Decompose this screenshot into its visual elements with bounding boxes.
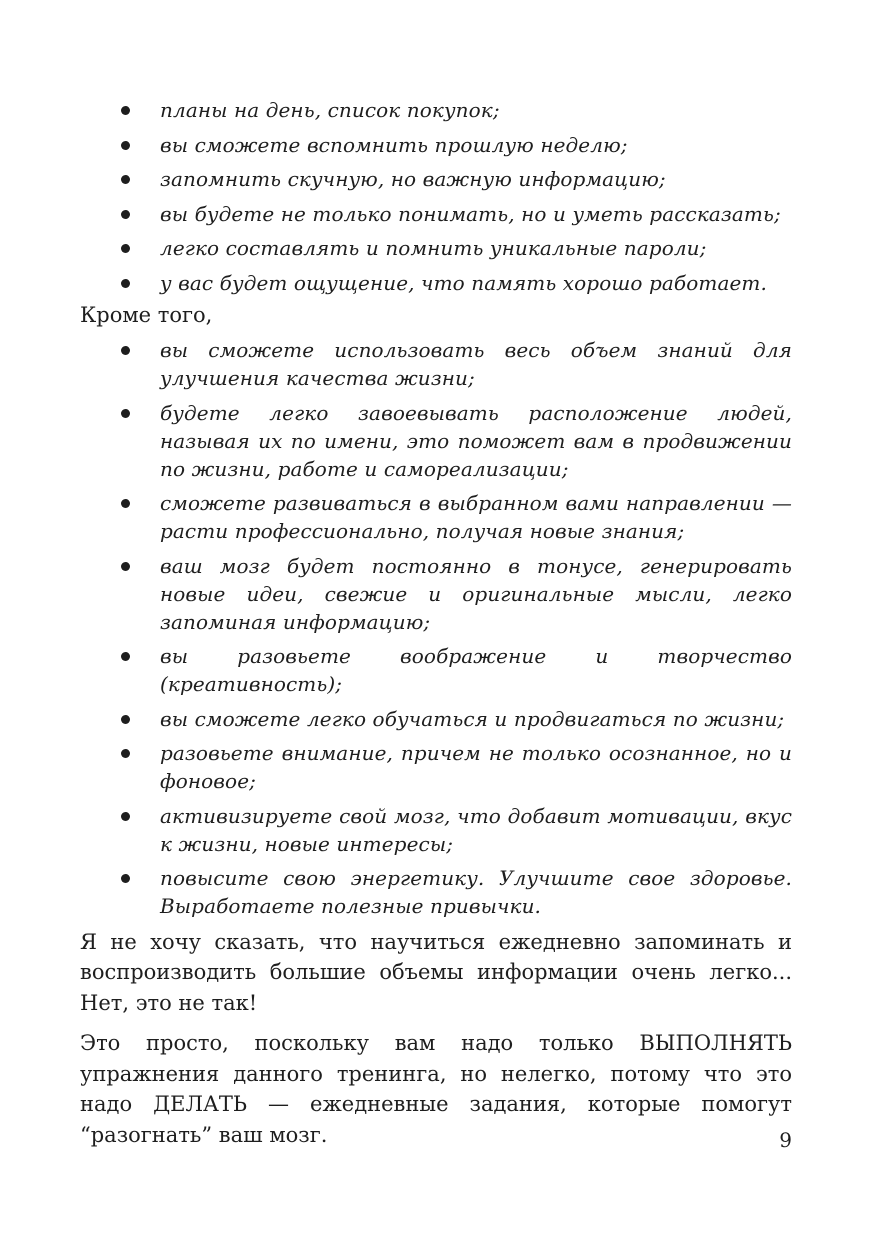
list-item bbox=[80, 399, 792, 483]
bullet-icon bbox=[121, 279, 130, 288]
list-item-text: вы будете не только понимать, но и уметь рассказать; bbox=[160, 201, 781, 226]
bullet-icon bbox=[121, 652, 130, 661]
bullet-icon bbox=[121, 409, 130, 418]
list-item bbox=[80, 739, 792, 795]
list-item bbox=[80, 269, 792, 297]
list-item-text: ваш мозг будет постоянно в тонусе, генерировать новые идеи, свежие и оригинальные мысли, легко запоминая информацию; bbox=[160, 553, 792, 634]
bullet-icon bbox=[121, 715, 130, 724]
list-item-text: разовьете внимание, причем не только осознанное, но и фоновое; bbox=[160, 741, 792, 793]
list-item-text: повысите свою энергетику. Улучшите свое здоровье. Выработаете полезные привычки. bbox=[160, 866, 792, 918]
benefits-list-two bbox=[80, 336, 792, 920]
list-item-text: запомнить скучную, но важную информацию; bbox=[160, 167, 666, 191]
list-item-text: сможете развиваться в выбранном вами направлении — расти профессионально, получая новые знания; bbox=[160, 491, 792, 543]
bullet-icon bbox=[121, 874, 130, 883]
list-item bbox=[80, 552, 792, 636]
bullet-icon bbox=[121, 244, 130, 253]
benefits-list-one bbox=[80, 96, 792, 297]
paragraph-explanation: Это просто, поскольку вам надо только ВЫПОЛНЯТЬ упражнения данного тренинга, но нелегко, потому что это надо ДЕЛАТЬ — ежедневные задания, которые помогут “разогнать” ваш мозг. bbox=[80, 1031, 792, 1147]
bullet-icon bbox=[121, 141, 130, 150]
list-item bbox=[80, 705, 792, 733]
list-item-text: планы на день, список покупок; bbox=[160, 98, 500, 122]
list-item-text: вы сможете легко обучаться и продвигаться по жизни; bbox=[160, 706, 785, 731]
list-item-text: активизируете свой мозг, что добавит мотивации, вкус к жизни, новые интересы; bbox=[160, 803, 792, 856]
intro-text: Кроме того, bbox=[80, 303, 213, 327]
list-item bbox=[80, 489, 792, 545]
page-number: 9 bbox=[779, 1128, 792, 1152]
page-content bbox=[80, 96, 792, 1160]
paragraph-disclaimer: Я не хочу сказать, что научиться ежедневно запоминать и воспроизводить большие объемы информации очень легко... Нет, это не так! bbox=[80, 929, 792, 1015]
bullet-icon bbox=[121, 562, 130, 571]
list-item bbox=[80, 165, 792, 193]
bullet-icon bbox=[121, 210, 130, 219]
list-item-text: будете легко завоевывать расположение людей, называя их по имени, это поможет вам в продвижении по жизни, работе и самореализации; bbox=[160, 400, 792, 481]
bullet-icon bbox=[121, 812, 130, 821]
list-item-text: вы сможете вспомнить прошлую неделю; bbox=[160, 132, 628, 157]
list-item-text: у вас будет ощущение, что память хорошо работает. bbox=[160, 270, 767, 295]
list-item bbox=[80, 234, 792, 262]
list-item bbox=[80, 96, 792, 124]
list-item bbox=[80, 131, 792, 159]
bullet-icon bbox=[121, 749, 130, 758]
list-item bbox=[80, 336, 792, 392]
list-item-text: вы сможете использовать весь объем знаний для улучшения качества жизни; bbox=[160, 338, 792, 390]
bullet-icon bbox=[121, 175, 130, 184]
list-item bbox=[80, 200, 792, 228]
list-item bbox=[80, 642, 792, 698]
bullet-icon bbox=[121, 499, 130, 508]
bullet-icon bbox=[121, 106, 130, 115]
bullet-icon bbox=[121, 346, 130, 355]
list-item bbox=[80, 802, 792, 858]
list-item-text: легко составлять и помнить уникальные пароли; bbox=[160, 236, 707, 260]
list-item-text: вы разовьете воображение и творчество (креативность); bbox=[160, 644, 792, 696]
list-item bbox=[80, 864, 792, 920]
